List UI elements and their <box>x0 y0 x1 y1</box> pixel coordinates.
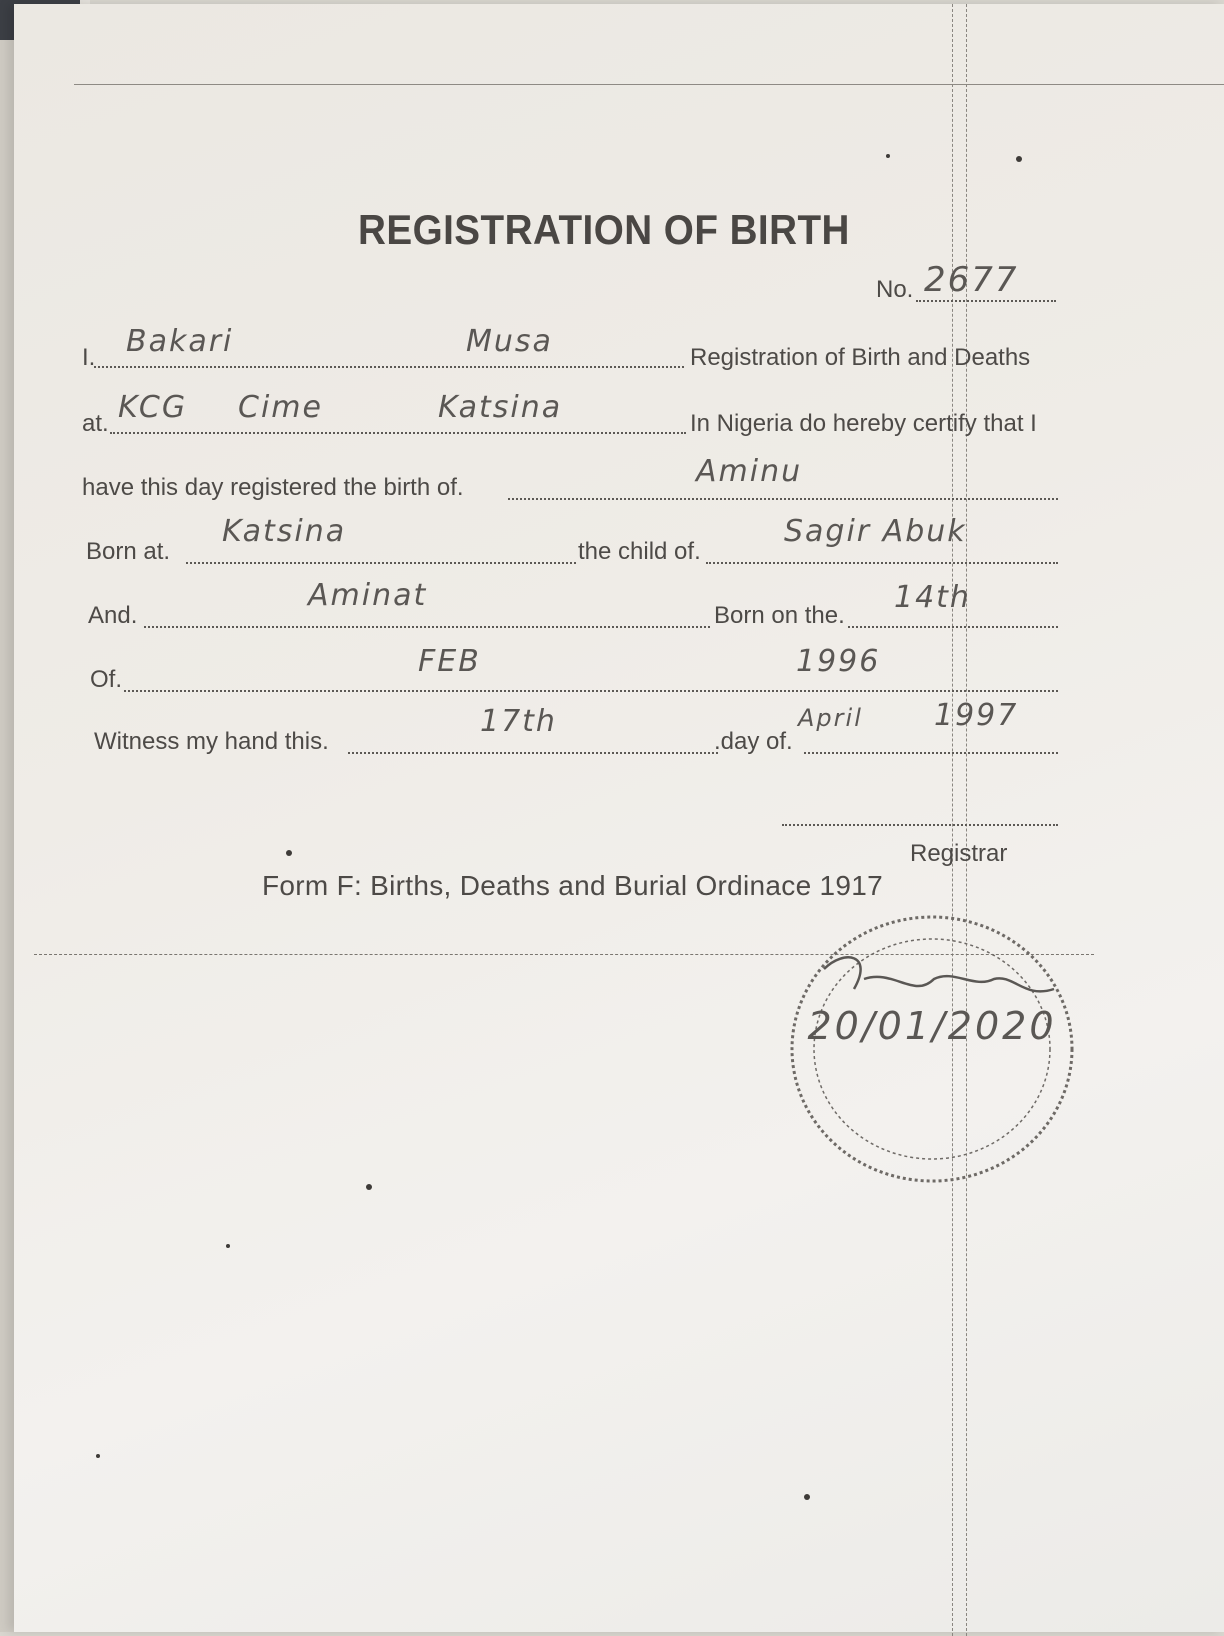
mother-dots <box>144 626 710 628</box>
number-dots <box>916 300 1056 302</box>
registration-text: Registration of Birth and Deaths <box>690 344 1031 371</box>
speck <box>804 1494 810 1500</box>
born-on-label: Born on the. <box>714 602 845 629</box>
stamp-date: 20/01/2020 <box>807 1004 1057 1048</box>
speck <box>366 1184 372 1190</box>
speck <box>886 154 890 158</box>
mother-name: Aminat <box>308 578 428 613</box>
and-label: And. <box>88 602 138 629</box>
speck <box>1016 156 1022 162</box>
registrar-signature-dots <box>782 824 1058 826</box>
speck <box>96 1454 100 1458</box>
child-name-dots <box>508 498 1058 500</box>
birth-month-year-dots <box>124 690 1058 692</box>
registrar-label: Registrar <box>910 840 1008 867</box>
birth-month: FEB <box>418 644 481 679</box>
document-title: REGISTRATION OF BIRTH <box>358 206 850 253</box>
stamp-signature-scribble <box>824 957 1054 991</box>
witness-month-dots <box>804 752 1058 754</box>
fold-line-2 <box>966 4 967 1636</box>
registrar-name-dots <box>94 366 684 368</box>
child-name: Aminu <box>696 454 803 489</box>
day-of-label: .day of. <box>714 728 793 755</box>
place-handwritten-3: Katsina <box>438 390 563 425</box>
registration-number: 2677 <box>924 260 1019 300</box>
place-dots <box>110 432 686 434</box>
speck <box>286 850 292 856</box>
father-name: Sagir Abuk <box>784 514 967 549</box>
born-at-value: Katsina <box>222 514 347 549</box>
father-dots <box>706 562 1058 564</box>
born-on-dots <box>848 626 1058 628</box>
certificate-page <box>14 4 1224 1632</box>
born-at-dots <box>186 562 576 564</box>
witness-day: 17th <box>480 704 557 739</box>
birth-year: 1996 <box>796 644 881 679</box>
registrar-last-name: Musa <box>466 324 553 359</box>
speck <box>226 1244 230 1248</box>
witness-day-dots <box>348 752 718 754</box>
number-label: No. <box>876 276 914 303</box>
nigeria-text: In Nigeria do hereby certify that I <box>690 410 1037 437</box>
official-stamp <box>784 909 1084 1189</box>
of-label: Of. <box>90 666 123 693</box>
witness-label: Witness my hand this. <box>94 728 329 755</box>
registered-text: have this day registered the birth of. <box>82 474 464 501</box>
fold-line-1 <box>952 4 953 1636</box>
born-at-label: Born at. <box>86 538 171 565</box>
born-on-day: 14th <box>894 580 971 615</box>
registrar-prefix: I. <box>82 344 96 371</box>
witness-month: April <box>798 704 863 732</box>
child-of-label: the child of. <box>578 538 701 565</box>
place-handwritten-2: Cime <box>238 390 323 425</box>
top-rule <box>74 84 1224 86</box>
place-handwritten-1: KCG <box>118 390 188 425</box>
registrar-first-name: Bakari <box>126 324 234 359</box>
witness-year: 1997 <box>934 698 1019 733</box>
form-caption: Form F: Births, Deaths and Burial Ordinace 1917 <box>262 870 884 901</box>
at-label: at. <box>82 410 109 437</box>
